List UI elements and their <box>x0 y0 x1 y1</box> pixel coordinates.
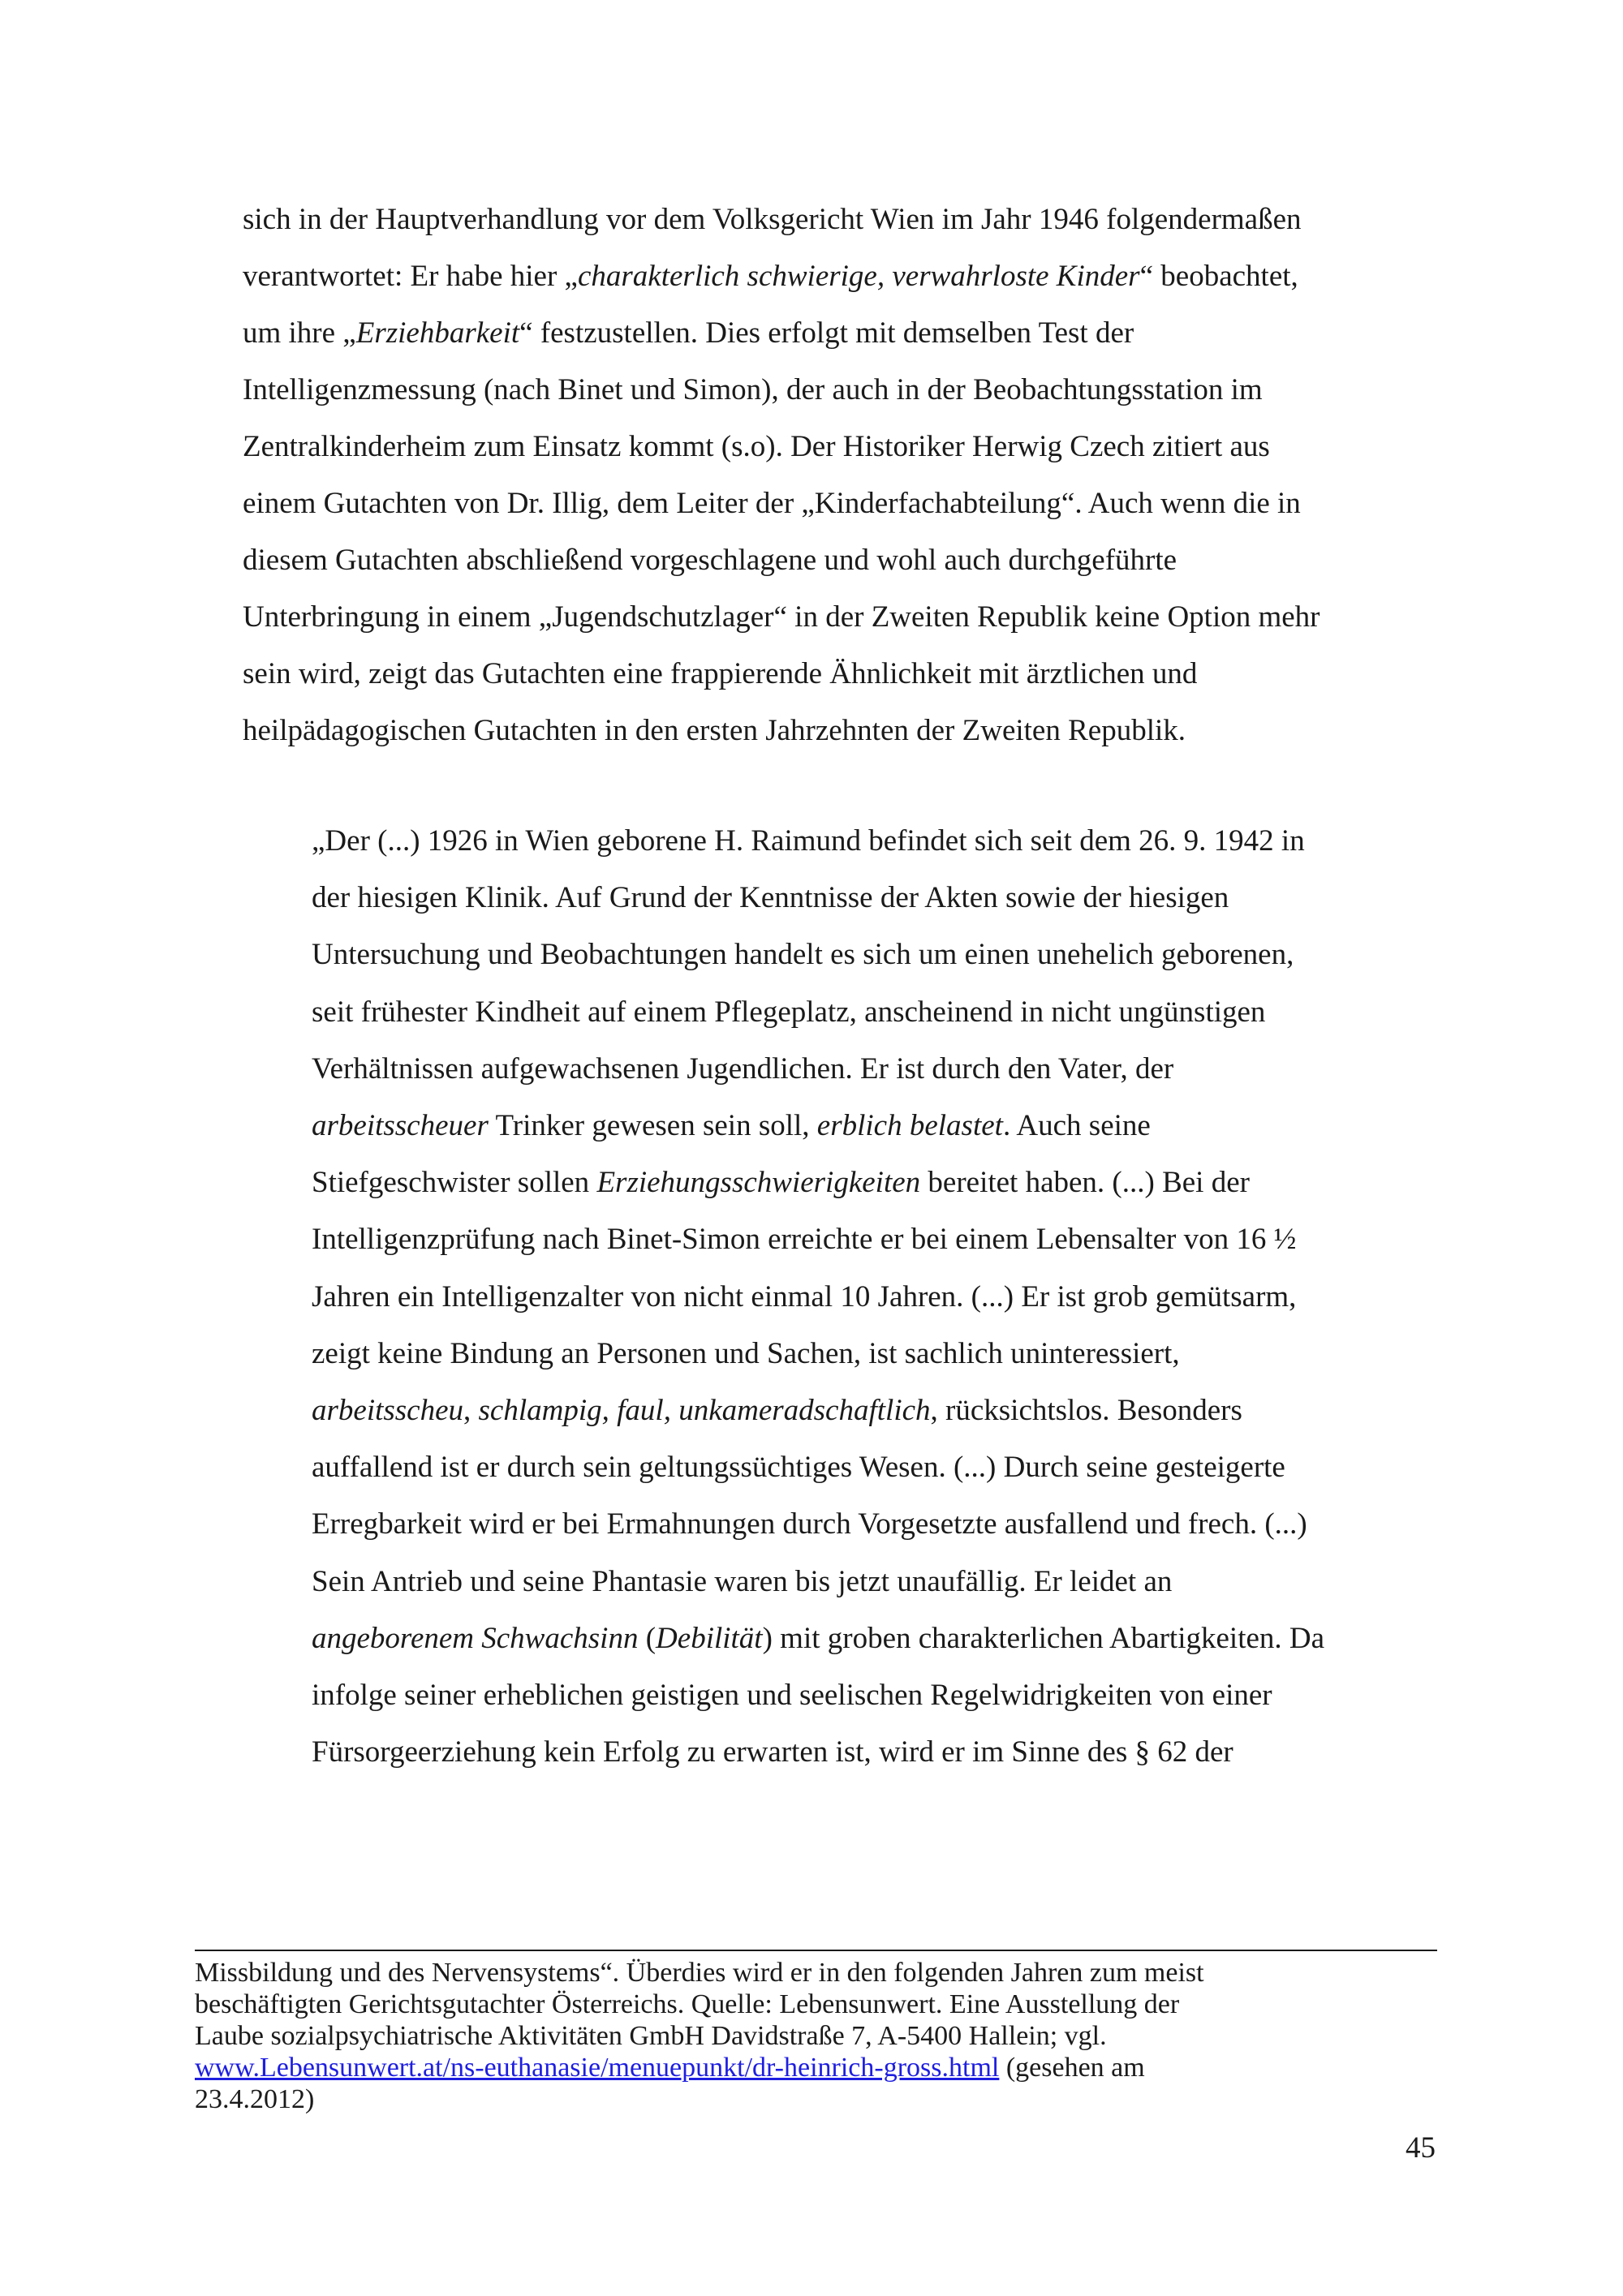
quote-text: , rücksichtslos. Besonders <box>930 1394 1242 1428</box>
main-line <box>243 419 1444 475</box>
quote-line <box>312 927 1448 983</box>
main-line <box>243 362 1444 419</box>
main-text: um ihre „ <box>243 316 356 350</box>
main-text: sein wird, zeigt das Gutachten eine frappierende Ähnlichkeit mit ärztlichen und <box>243 657 1198 690</box>
footnote-line: Laube sozialpsychiatrische Aktivitäten GmbH Davidstraße 7, A-5400 Hallein; vgl. <box>195 2021 1107 2051</box>
quote-italic-text: Debilität <box>656 1621 763 1655</box>
quote-text: ) mit groben charakterlichen Abartigkeiten. Da <box>762 1621 1325 1655</box>
quote-line <box>312 813 1448 870</box>
block-quote <box>312 813 1448 1781</box>
quote-text: bereitet haben. (...) Bei der <box>920 1166 1250 1200</box>
quote-text: ( <box>638 1621 657 1655</box>
quote-text: der hiesigen Klinik. Auf Grund der Kenntnisse der Akten sowie der hiesigen <box>312 881 1229 915</box>
quote-text: „Der (...) 1926 in Wien geborene H. Raimund befindet sich seit dem 26. 9. 1942 in <box>312 824 1305 858</box>
quote-italic-text: schlampig, faul, unkameradschaftlich <box>478 1394 931 1428</box>
quote-text: infolge seiner erheblichen geistigen und seelischen Regelwidrigkeiten von einer <box>312 1679 1272 1713</box>
main-text: Unterbringung in einem „Jugendschutzlager“ in der Zweiten Republik keine Option mehr <box>243 600 1320 634</box>
main-line <box>243 589 1444 646</box>
quote-line <box>312 870 1448 927</box>
quote-text: seit frühester Kindheit auf einem Pflegeplatz, anscheinend in nicht ungünstigen <box>312 995 1266 1029</box>
quote-text: Fürsorgeerziehung kein Erfolg zu erwarten ist, wird er im Sinne des § 62 der <box>312 1735 1233 1769</box>
quote-italic-text: erblich belastet <box>816 1109 1003 1143</box>
footnote-source-link[interactable]: www.Lebensunwert.at/ns-euthanasie/menuepunkt/dr-heinrich-gross.html <box>195 2053 1000 2083</box>
quote-text: Jahren ein Intelligenzalter von nicht einmal 10 Jahren. (...) Er ist grob gemütsarm, <box>312 1279 1297 1314</box>
footnote-line: Missbildung und des Nervensystems“. Überdies wird er in den folgenden Jahren zum meist <box>195 1958 1204 1988</box>
quote-text: . Auch seine <box>1002 1109 1151 1143</box>
main-text: verantwortet: Er habe hier „ <box>243 260 578 293</box>
footnote <box>195 1957 1444 2115</box>
main-line <box>243 248 1444 305</box>
quote-text: Intelligenzprüfung nach Binet-Simon erreichte er bei einem Lebensalter von 16 ½ <box>312 1223 1297 1257</box>
quote-line <box>312 1382 1448 1439</box>
quote-italic-text: arbeitsscheu <box>312 1394 464 1428</box>
main-line <box>243 305 1444 362</box>
quote-line <box>312 1610 1448 1667</box>
footnote-link-suffix: (gesehen am <box>999 2053 1145 2083</box>
quote-text: Trinker gewesen sein soll, <box>488 1109 817 1143</box>
main-text: “ beobachtet, <box>1139 260 1298 293</box>
quote-italic-text: arbeitsscheuer <box>312 1109 489 1143</box>
quote-line <box>312 1439 1448 1496</box>
main-text: “ festzustellen. Dies erfolgt mit demselben Test der <box>519 316 1134 350</box>
quote-text: Verhältnissen aufgewachsenen Jugendlichen. Er ist durch den Vater, der <box>312 1051 1174 1086</box>
footnote-line: beschäftigten Gerichtsgutachter Österreichs. Quelle: Lebensunwert. Eine Ausstellung der <box>195 1989 1180 2019</box>
quote-line <box>312 984 1448 1041</box>
main-line <box>243 475 1444 532</box>
main-line <box>243 191 1444 248</box>
quote-line <box>312 1326 1448 1382</box>
quote-text: , <box>463 1394 479 1428</box>
main-text: einem Gutachten von Dr. Illig, dem Leiter der „Kinderfachabteilung“. Auch wenn die in <box>243 487 1301 520</box>
main-italic-text: charakterlich schwierige, verwahrloste Kinder <box>577 260 1140 293</box>
quote-text: Stiefgeschwister sollen <box>312 1166 597 1200</box>
main-text: Intelligenzmessung (nach Binet und Simon), der auch in der Beobachtungsstation im <box>243 373 1263 406</box>
main-text: Zentralkinderheim zum Einsatz kommt (s.o). Der Historiker Herwig Czech zitiert aus <box>243 430 1270 463</box>
main-line <box>243 703 1444 759</box>
quote-text: zeigt keine Bindung an Personen und Sachen, ist sachlich uninteressiert, <box>312 1336 1180 1370</box>
quote-text: Untersuchung und Beobachtungen handelt es sich um einen unehelich geborenen, <box>312 938 1294 972</box>
quote-line <box>312 1098 1448 1154</box>
main-text: diesem Gutachten abschließend vorgeschlagene und wohl auch durchgeführte <box>243 544 1177 577</box>
quote-line <box>312 1724 1448 1781</box>
main-text: heilpädagogischen Gutachten in den ersten Jahrzehnten der Zweiten Republik. <box>243 714 1186 747</box>
main-italic-text: Erziehbarkeit <box>355 316 520 350</box>
main-text: sich in der Hauptverhandlung vor dem Volksgericht Wien im Jahr 1946 folgendermaßen <box>243 203 1302 236</box>
quote-line <box>312 1496 1448 1553</box>
quote-italic-text: angeborenem Schwachsinn <box>312 1621 639 1655</box>
main-line <box>243 532 1444 589</box>
quote-line <box>312 1554 1448 1610</box>
quote-text: auffallend ist er durch sein geltungssüchtiges Wesen. (...) Durch seine gesteigerte <box>312 1451 1285 1485</box>
main-line <box>243 646 1444 703</box>
quote-line <box>312 1154 1448 1211</box>
main-paragraph <box>243 191 1444 759</box>
quote-text: Erregbarkeit wird er bei Ermahnungen durch Vorgesetzte ausfallend und frech. (...) <box>312 1507 1307 1541</box>
footnote-line: 23.4.2012) <box>195 2084 315 2114</box>
quote-line <box>312 1041 1448 1098</box>
quote-line <box>312 1667 1448 1724</box>
footnote-separator <box>195 1950 1437 1951</box>
page-number: 45 <box>1406 2131 1436 2165</box>
quote-line <box>312 1269 1448 1326</box>
footnote-line-with-link <box>195 2052 1444 2083</box>
quote-italic-text: Erziehungsschwierigkeiten <box>596 1166 921 1200</box>
quote-line <box>312 1211 1448 1268</box>
quote-text: Sein Antrieb und seine Phantasie waren bis jetzt unaufällig. Er leidet an <box>312 1564 1173 1598</box>
